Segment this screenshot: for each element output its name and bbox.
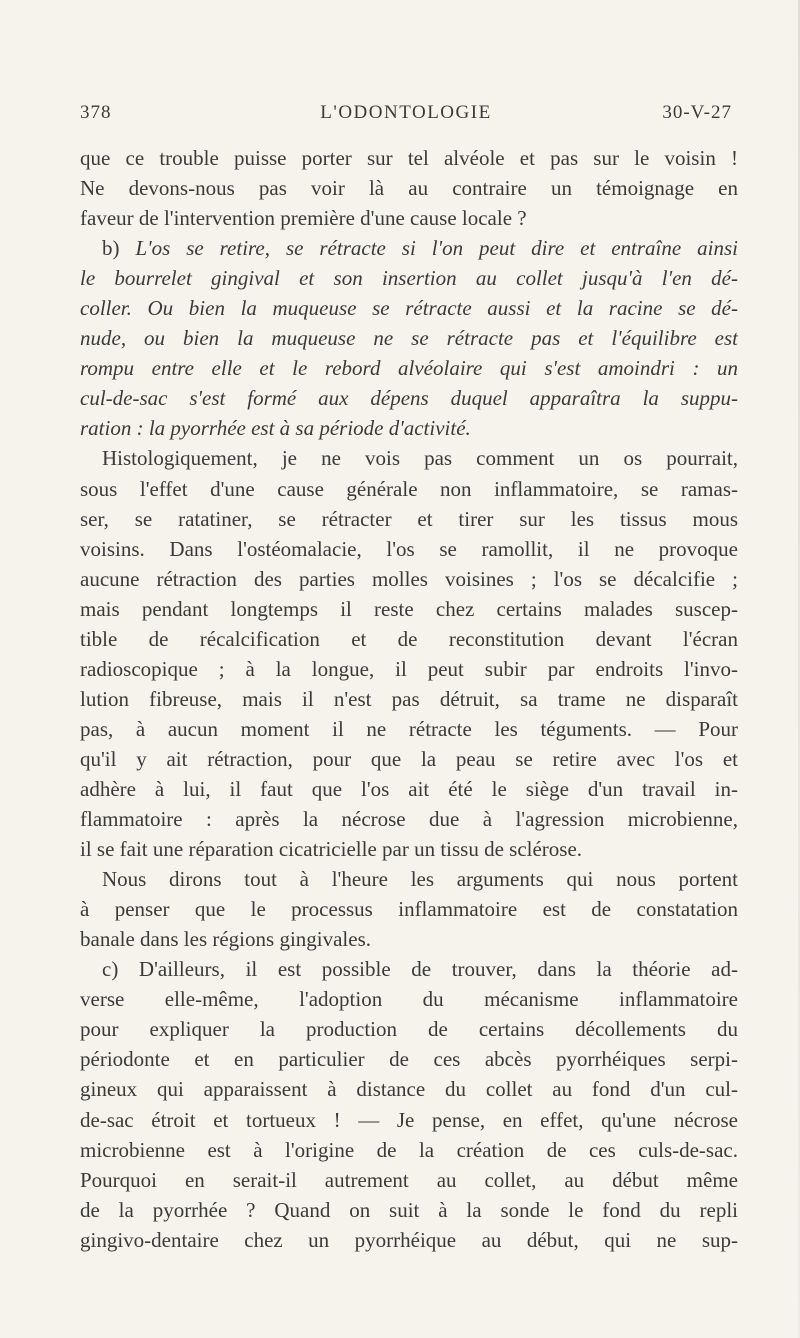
text-line: lution fibreuse, mais il n'est pas détruit, sa trame ne disparaît <box>80 686 738 711</box>
text-line: il se fait une réparation cicatricielle par un tissu de sclérose. <box>80 837 583 862</box>
text-line: de-sac étroit et tortueux ! — Je pense, en effet, qu'une nécrose <box>80 1107 738 1132</box>
text-line: de la pyorrhée ? Quand on suit à la sonde le fond du repli <box>80 1197 738 1222</box>
text-line: c) D'ailleurs, il est possible de trouver, dans la théorie ad- <box>102 957 738 982</box>
text-line: le bourrelet gingival et son insertion au collet jusqu'à l'en dé- <box>80 266 738 291</box>
text-line: qu'il y ait rétraction, pour que la peau se retire avec l'os et <box>80 746 738 771</box>
text-line: Histologiquement, je ne vois pas comment un os pourrait, <box>102 446 738 471</box>
body-text <box>80 143 738 1255</box>
text-line: flammatoire : après la nécrose due à l'agression microbienne, <box>80 807 738 832</box>
running-header <box>80 102 732 130</box>
text-line: Nous dirons tout à l'heure les arguments qui nous portent <box>102 867 738 892</box>
text-line: nude, ou bien la muqueuse ne se rétracte pas et l'équilibre est <box>80 326 738 351</box>
issue-date: 30-V-27 <box>662 102 732 123</box>
text-line: à penser que le processus inflammatoire est de constatation <box>80 897 738 922</box>
text-line: verse elle-même, l'adoption du mécanisme inflammatoire <box>80 987 738 1012</box>
text-line: tible de récalcification et de reconstitution devant l'écran <box>80 626 738 651</box>
text-line: faveur de l'intervention première d'une cause locale ? <box>80 206 527 231</box>
running-title: L'ODONTOLOGIE <box>320 102 492 123</box>
text-line: cul-de-sac s'est formé aux dépens duquel apparaîtra la suppu- <box>80 386 738 411</box>
text-line: Ne devons-nous pas voir là au contraire un témoignage en <box>80 176 738 201</box>
text-line: voisins. Dans l'ostéomalacie, l'os se ramollit, il ne provoque <box>80 536 738 561</box>
page-number: 378 <box>80 102 112 123</box>
text-line <box>80 233 738 263</box>
text-line: microbienne est à l'origine de la création de ces culs-de-sac. <box>80 1137 738 1162</box>
text-line: pas, à aucun moment il ne rétracte les téguments. — Pour <box>80 716 738 741</box>
text-line: radioscopique ; à la longue, il peut subir par endroits l'invo- <box>80 656 738 681</box>
text-line: aucune rétraction des parties molles voisines ; l'os se décalcifie ; <box>80 566 738 591</box>
text-line: banale dans les régions gingivales. <box>80 927 372 952</box>
text-line: mais pendant longtemps il reste chez certains malades suscep- <box>80 596 738 621</box>
text-line: périodonte et en particulier de ces abcès pyorrhéiques serpi- <box>80 1047 738 1072</box>
text-line: sous l'effet d'une cause générale non inflammatoire, se ramas- <box>80 476 738 501</box>
line-label: b) <box>102 236 136 261</box>
text-line: gingivo-dentaire chez un pyorrhéique au début, qui ne sup- <box>80 1227 738 1252</box>
text-line: Pourquoi en serait-il autrement au collet, au début même <box>80 1167 738 1192</box>
text-line: ser, se ratatiner, se rétracter et tirer sur les tissus mous <box>80 506 738 531</box>
text-line: gineux qui apparaissent à distance du collet au fond d'un cul- <box>80 1077 738 1102</box>
text-line: pour expliquer la production de certains décollements du <box>80 1017 738 1042</box>
text-line: coller. Ou bien la muqueuse se rétracte aussi et la racine se dé- <box>80 296 738 321</box>
line-italic-text: L'os se retire, se rétracte si l'on peut dire et entraîne ainsi <box>135 236 738 261</box>
text-line: ration : la pyorrhée est à sa période d'activité. <box>80 416 471 441</box>
text-line: adhère à lui, il faut que l'os ait été le siège d'un travail in- <box>80 776 738 801</box>
text-line: que ce trouble puisse porter sur tel alvéole et pas sur le voisin ! <box>80 146 738 170</box>
text-line: rompu entre elle et le rebord alvéolaire qui s'est amoindri : un <box>80 356 738 381</box>
